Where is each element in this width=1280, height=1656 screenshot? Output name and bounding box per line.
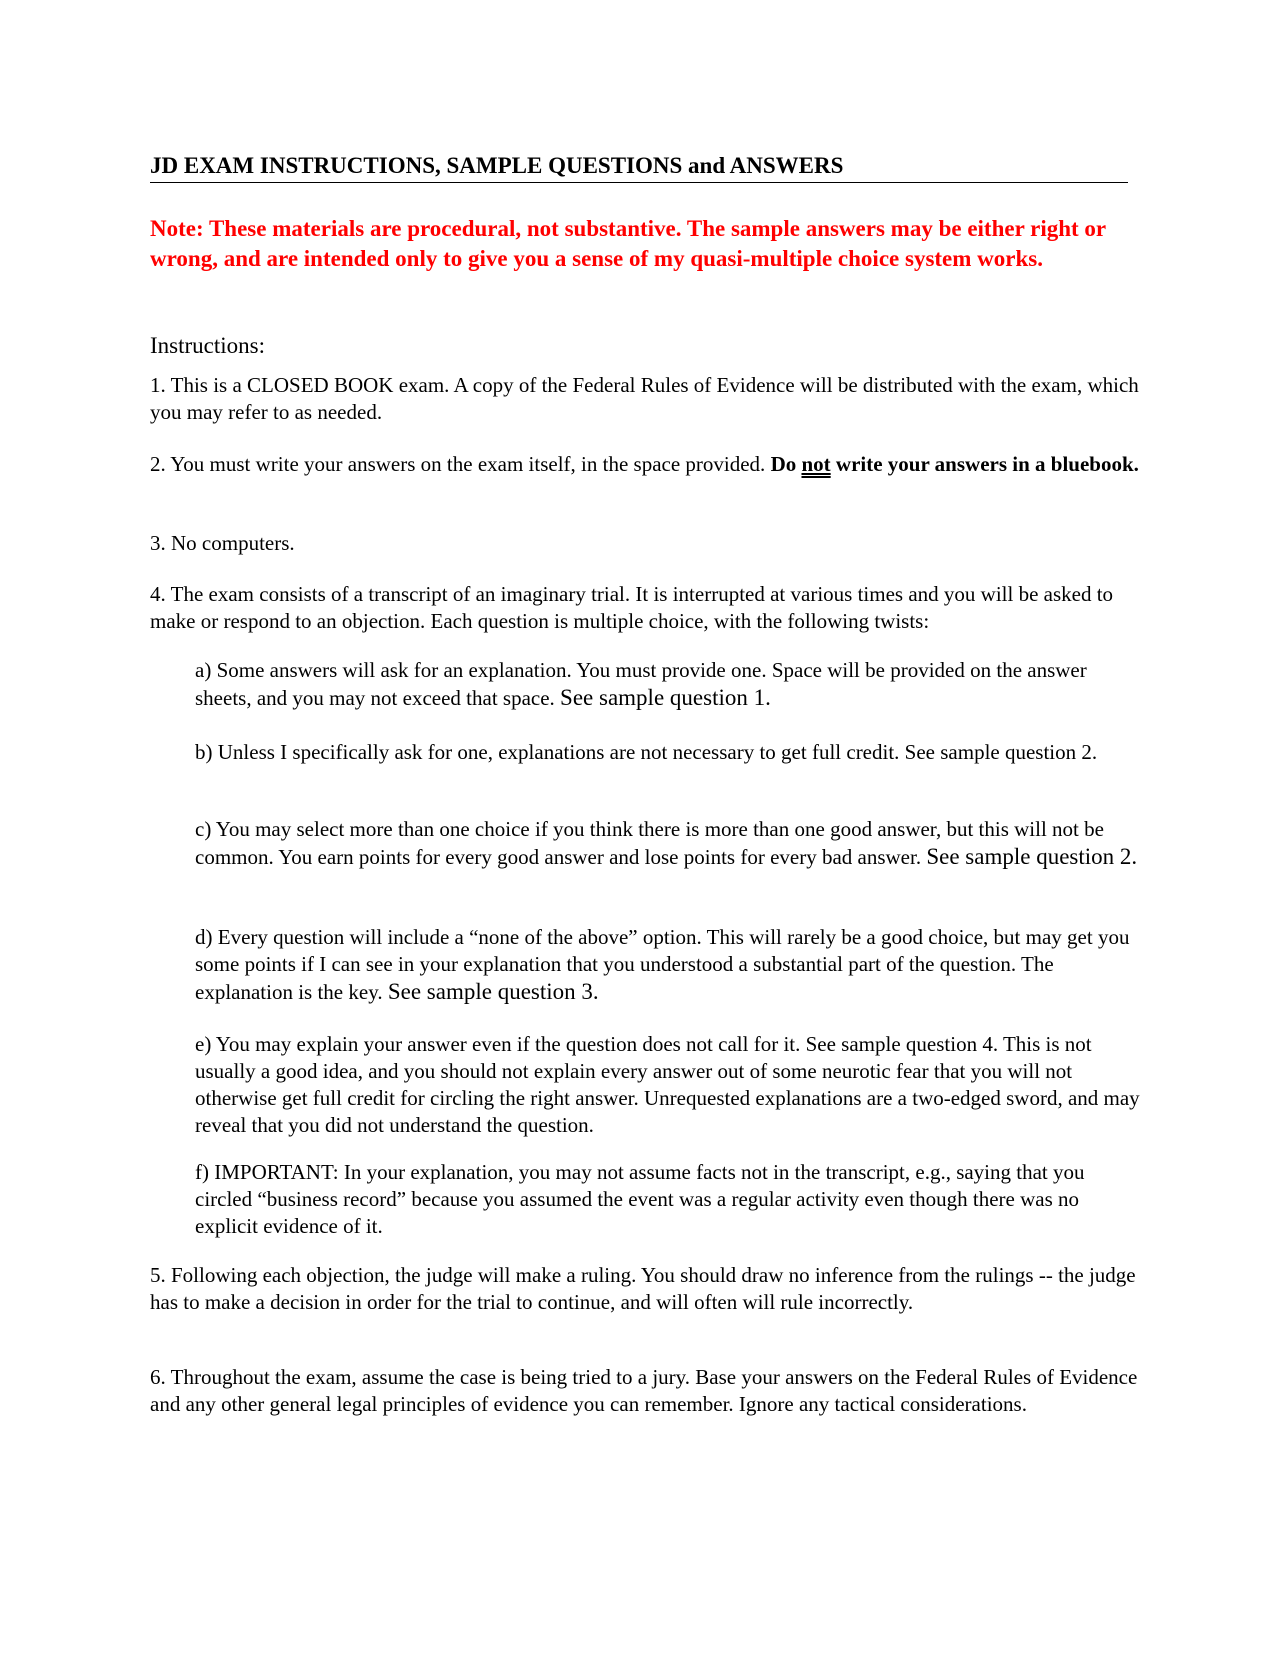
instruction-3: 3. No computers. — [150, 531, 295, 555]
instruction-5: 5. Following each objection, the judge will make a ruling. You should draw no inference from the rulings -- the judge has to make a decision in order for the trial to continue, and will often will rule incorrectly. — [150, 1263, 1136, 1314]
twist-a — [195, 657, 1140, 712]
twist-b: b) Unless I specifically ask for one, explanations are not necessary to get full credit. See sample question 2. — [195, 740, 1098, 764]
twist-c-ref: See sample question 2. — [926, 844, 1138, 869]
instruction-2 — [150, 451, 1140, 478]
twist-f: f) IMPORTANT: In your explanation, you may not assume facts not in the transcript, e.g., saying that you circled “business record” because you assumed the event was a regular activity even though there was no explicit evidence of it. — [195, 1160, 1085, 1238]
instruction-2-bold-do: Do — [770, 452, 802, 476]
twist-c-text: c) You may select more than one choice if you think there is more than one good answer, but this will not be common. You earn points for every good answer and lose points for every bad answer. — [195, 817, 1104, 869]
twist-d — [195, 924, 1140, 1006]
twist-a-ref: See sample question 1. — [560, 685, 771, 710]
twist-d-text: d) Every question will include a “none of the above” option. This will rarely be a good choice, but may get you some points if I can see in your explanation that you understood a substantial part of the question. The explanation is the key. — [195, 925, 1130, 1004]
instruction-2-not: not — [801, 452, 831, 476]
instruction-6: 6. Throughout the exam, assume the case is being tried to a jury. Base your answers on the Federal Rules of Evidence and any other general legal principles of evidence you can remember. Ignore any tactical considerations. — [150, 1365, 1138, 1416]
instruction-4: 4. The exam consists of a transcript of an imaginary trial. It is interrupted at various times and you will be asked to make or respond to an objection. Each question is multiple choice, with the following twists: — [150, 582, 1114, 633]
instruction-2-text: 2. You must write your answers on the exam itself, in the space provided. — [150, 452, 771, 476]
twist-e: e) You may explain your answer even if the question does not call for it. See sample question 4. This is not usually a good idea, and you should not explain every answer out of some neurotic fear that you will not otherwise get full credit for circling the right answer. Unrequested explanations are a two-edged sword, and may reveal that you did not understand the question. — [195, 1032, 1140, 1137]
instructions-heading: Instructions: — [150, 333, 265, 358]
red-note: Note: These materials are procedural, not substantive. The sample answers may be either right or wrong, and are intended only to give you a sense of my quasi-multiple choice system works. — [150, 216, 1106, 271]
twist-a-text: a) Some answers will ask for an explanation. You must provide one. Space will be provided on the answer sheets, and you may not exceed that space. — [195, 658, 1087, 710]
twist-d-ref: See sample question 3. — [387, 979, 599, 1004]
twist-c — [195, 816, 1140, 871]
instruction-1: 1. This is a CLOSED BOOK exam. A copy of the Federal Rules of Evidence will be distributed with the exam, which you may refer to as needed. — [150, 373, 1139, 424]
document-title: JD EXAM INSTRUCTIONS, SAMPLE QUESTIONS and ANSWERS — [150, 152, 1128, 183]
instruction-2-bold-rest: write your answers in a bluebook. — [830, 452, 1139, 476]
